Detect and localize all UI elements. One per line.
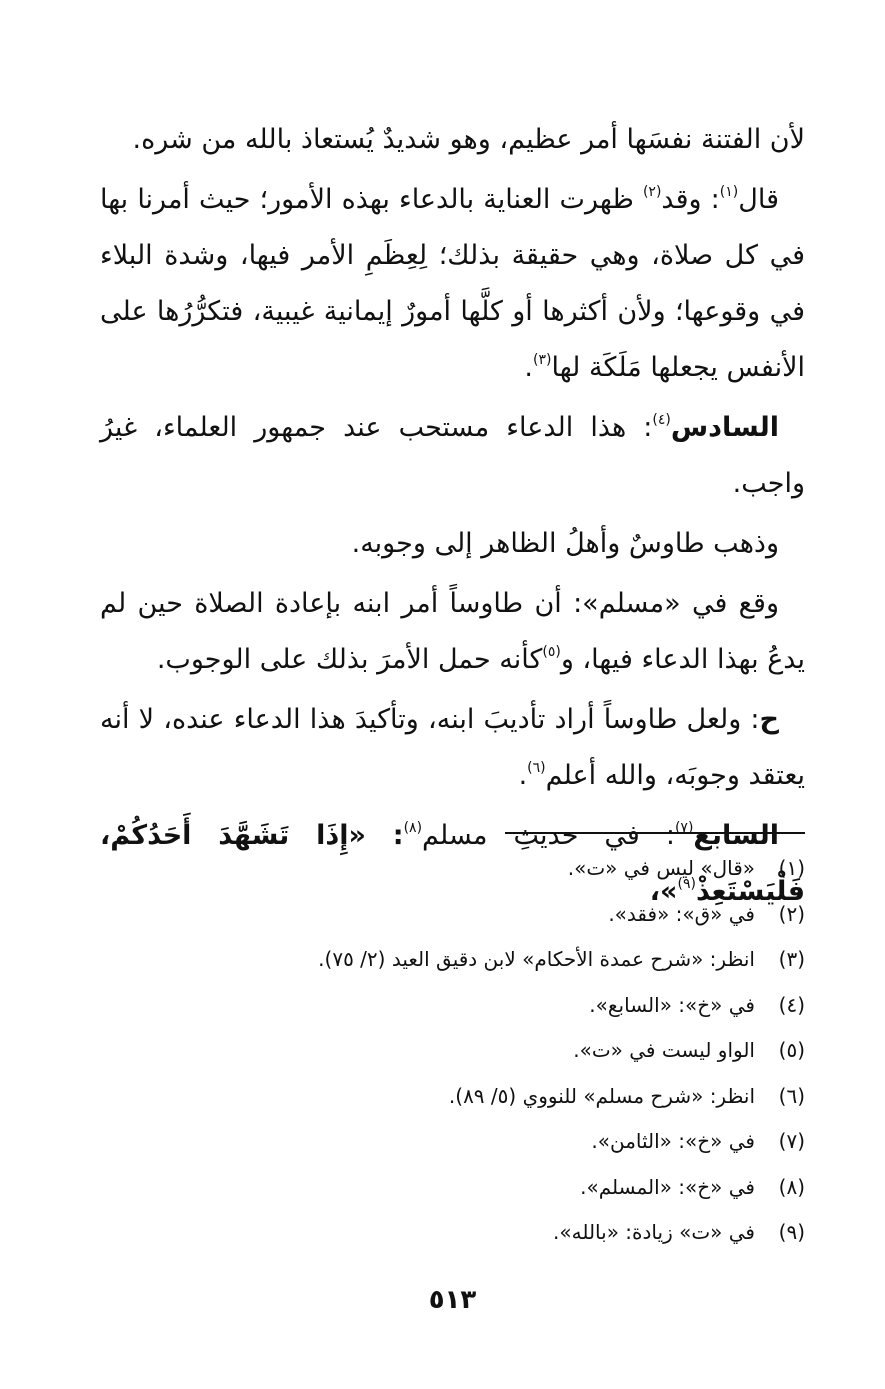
paragraph-tawus xyxy=(100,516,805,572)
section-heading-seventh: السابع xyxy=(693,820,779,851)
footnote-number: (٥) xyxy=(778,1038,805,1062)
footnote-ref-1[interactable]: (١) xyxy=(719,184,739,200)
footnote-ref-5[interactable]: (٥) xyxy=(542,644,561,660)
footnotes-list xyxy=(100,846,805,1256)
footnote-divider xyxy=(505,832,805,834)
footnote-number: (٦) xyxy=(778,1083,805,1108)
paragraph-sixth xyxy=(100,400,805,512)
footnote-ref-6[interactable]: (٦) xyxy=(527,760,546,776)
page-number: ٥١٣ xyxy=(428,1285,477,1315)
footnote-item xyxy=(100,983,805,1029)
main-text xyxy=(100,112,805,924)
footnote-ref-7[interactable]: (٧) xyxy=(674,820,694,836)
footnote-item xyxy=(100,892,805,938)
paragraph-lead: قال xyxy=(738,184,780,215)
paragraph-text: ظهرت العناية بالدعاء بهذه الأمور؛ حيث أمرنا بها في كل صلاة، وهي حقيقة بذلك؛ لِعِظَمِ الأمر فيها، وشدة البلاء في وقوعها؛ ولأن أكثرها أو كلَّها أمورٌ إيمانية غيبية، فتكرُّرُها على الأنفس يجعلها مَلَكَة لها xyxy=(100,184,805,383)
paragraph-end: »، xyxy=(649,876,678,907)
footnote-text: في «خ»: «السابع». xyxy=(589,992,755,1017)
paragraph-text: لأن الفتنة نفسَها أمر عظيم، وهو شديدٌ يُستعاذ بالله من شره. xyxy=(132,124,805,155)
footnote-text: الواو ليست في «ت». xyxy=(573,1038,755,1062)
footnote-number: (١) xyxy=(778,856,805,880)
footnote-ref-2[interactable]: (٢) xyxy=(642,184,662,200)
footnote-text: انظر: «شرح مسلم» للنووي (٥/ ٨٩). xyxy=(448,1083,755,1108)
section-heading-sixth: السادس xyxy=(670,412,779,443)
footnote-number: (٤) xyxy=(778,992,805,1017)
footnote-number: (٢) xyxy=(778,901,805,926)
paragraph-text: : ولعل طاوساً أراد تأديبَ ابنه، وتأكيدَ هذا الدعاء عنده، لا أنه يعتقد وجوبَه، والله أعلم xyxy=(100,704,805,791)
footnote-ref-3[interactable]: (٣) xyxy=(533,352,552,368)
footnote-text: في «ت» زيادة: «بالله». xyxy=(553,1220,755,1244)
paragraph-end: . xyxy=(524,352,534,383)
footnote-text: انظر: «شرح عمدة الأحكام» لابن دقيق العيد (٢/ ٧٥). xyxy=(318,947,755,971)
footnote-ref-9[interactable]: (٩) xyxy=(677,876,696,892)
section-heading-ha: ح xyxy=(759,704,779,735)
footnote-number: (٧) xyxy=(778,1129,805,1153)
footnote-ref-4[interactable]: (٤) xyxy=(652,412,671,428)
footnote-text: في «خ»: «الثامن». xyxy=(591,1129,755,1153)
paragraph-text: كأنه حمل الأمرَ بذلك على الوجوب. xyxy=(156,644,543,675)
paragraph-qala xyxy=(100,172,805,396)
footnote-number: (٨) xyxy=(778,1174,805,1199)
footnote-item xyxy=(100,1074,805,1120)
paragraph-text: : هذا الدعاء مستحب عند جمهور العلماء، غيرُ واجب. xyxy=(100,412,805,499)
paragraph-text: : وقد xyxy=(661,184,720,215)
footnote-item xyxy=(100,937,805,983)
footnote-item xyxy=(100,1165,805,1211)
book-page xyxy=(100,0,805,1389)
paragraph-muslim xyxy=(100,576,805,688)
paragraph-text: : في حديثِ مسلم xyxy=(422,820,675,851)
footnote-number: (٣) xyxy=(778,947,805,971)
paragraph-end: . xyxy=(518,760,528,791)
paragraph-ha xyxy=(100,692,805,804)
footnote-number: (٩) xyxy=(778,1220,805,1244)
footnote-text: في «خ»: «المسلم». xyxy=(580,1174,755,1199)
paragraph-text: وذهب طاوسٌ وأهلُ الظاهر إلى وجوبه. xyxy=(351,528,779,559)
paragraph-continuation xyxy=(100,112,805,168)
paragraph-text: وقع في «مسلم»: أن طاوساً أمر ابنه بإعادة الصلاة حين لم يدعُ بهذا الدعاء فيها، و xyxy=(100,588,805,675)
footnote-item xyxy=(100,1210,805,1256)
footnote-text: «قال» ليس في «ت». xyxy=(567,856,755,880)
footnote-ref-8[interactable]: (٨) xyxy=(403,820,423,836)
footnote-item xyxy=(100,846,805,892)
hadith-quote: : «إِذَا تَشَهَّدَ أَحَدُكُمْ، فَلْيَسْتَعِذْ xyxy=(100,820,805,907)
footnote-item xyxy=(100,1119,805,1165)
footnote-text: في «ق»: «فقد». xyxy=(608,901,755,926)
footnote-item xyxy=(100,1028,805,1074)
